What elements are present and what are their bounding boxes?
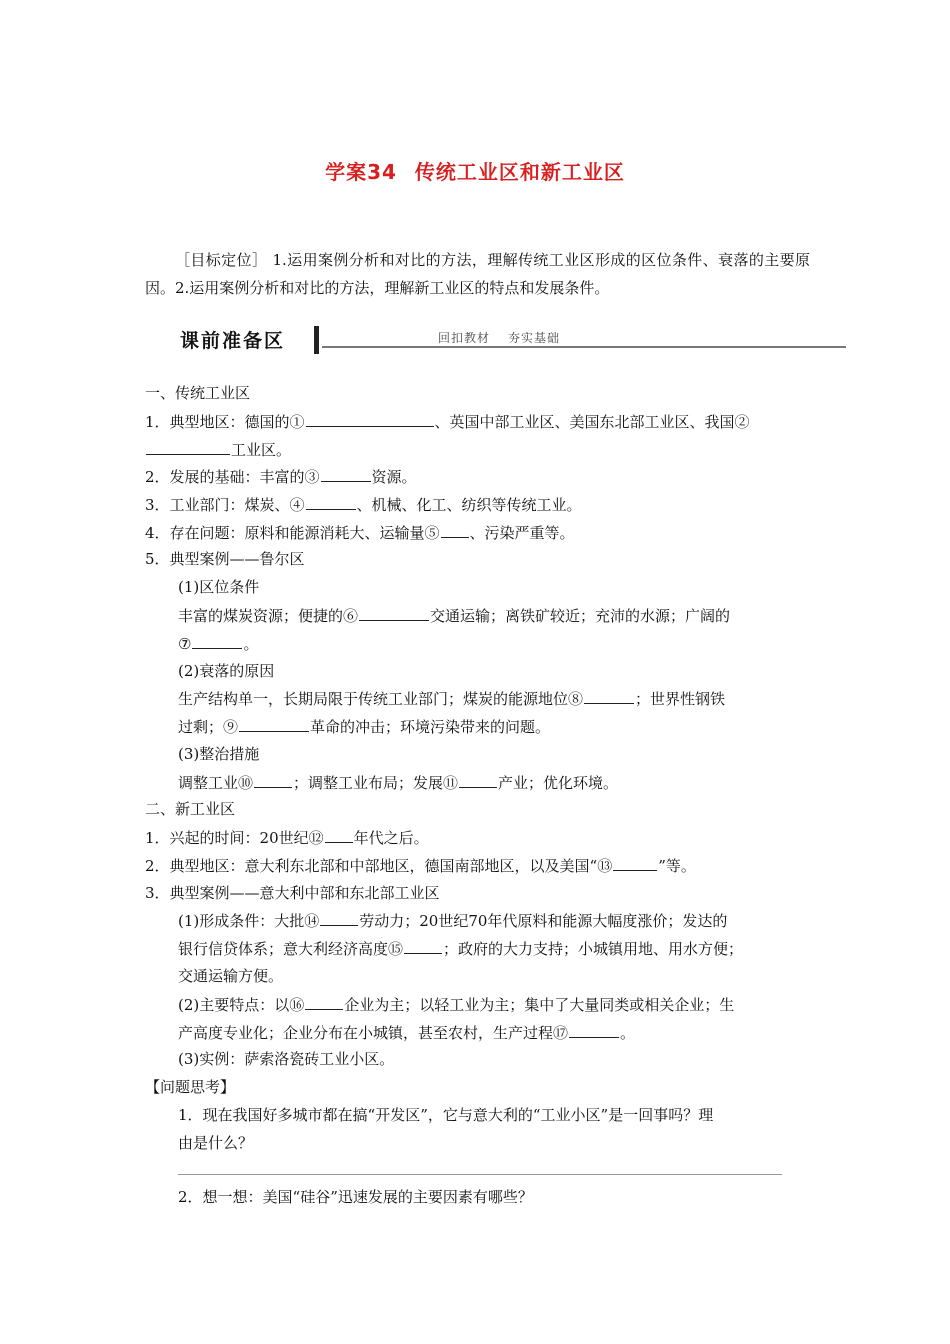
item-4: 4．存在问题：原料和能源消耗大、运输量⑤ 、污染严重等。 <box>145 524 575 542</box>
features-text: (2)主要特点：以⑯ 企业为主；以轻工业为主；集中了大量同类或相关企业；生 <box>178 996 735 1014</box>
banner-subtitle <box>438 329 578 346</box>
new-item-2: 2．典型地区：意大利东北部和中部地区，德国南部地区，以及美国“⑬ ”等。 <box>145 857 696 875</box>
title-main: 传统工业区和新工业区 <box>414 160 625 184</box>
title-prefix: 学案34 <box>325 160 397 184</box>
section-heading-new: 二、新工业区 <box>145 800 236 818</box>
new-item-3: 3．典型案例——意大利中部和东北部工业区 <box>145 884 440 902</box>
item-2: 2．发展的基础：丰富的③ 资源。 <box>145 468 417 486</box>
sub-heading-measures: (3)整治措施 <box>178 745 260 763</box>
banner-bar <box>314 326 319 354</box>
question-1: 1．现在我国好多城市都在搞“开发区”，它与意大利的“工业小区”是一回事吗？理 <box>178 1106 714 1124</box>
decline-text: 生产结构单一，长期局限于传统工业部门；煤炭的能源地位⑧ ；世界性钢铁 <box>178 690 726 708</box>
blank-3[interactable] <box>321 466 371 482</box>
item-5: 5．典型案例——鲁尔区 <box>145 550 305 568</box>
banner-sub2: 夯实基础 <box>508 331 561 345</box>
blank-10[interactable] <box>254 772 292 788</box>
blank-13[interactable] <box>613 855 657 871</box>
blank-9[interactable] <box>239 716 309 732</box>
sub-heading-location: (1)区位条件 <box>178 578 260 596</box>
conditions-text: (1)形成条件：大批⑭ 劳动力；20世纪70年代原料和能源大幅度涨价；发达的 <box>178 912 728 930</box>
blank-4[interactable] <box>306 494 356 510</box>
blank-7[interactable] <box>192 633 242 649</box>
blank-8[interactable] <box>584 688 634 704</box>
blank-17[interactable] <box>569 1022 619 1038</box>
banner-rule <box>322 346 846 348</box>
conditions-text-end: 交通运输方便。 <box>178 967 284 985</box>
blank-14[interactable] <box>320 910 358 926</box>
blank-1[interactable] <box>306 411 434 427</box>
features-text-cont: 产高度专业化；企业分布在小城镇，甚至农村，生产过程⑰ 。 <box>178 1024 636 1042</box>
section-heading-traditional: 一、传统工业区 <box>145 384 251 402</box>
item-1-cont: 工业区。 <box>145 439 291 460</box>
section-banner <box>180 324 846 360</box>
new-item-1: 1．兴起的时间：20世纪⑫ 年代之后。 <box>145 829 429 847</box>
goal-paragraph: ［目标定位］ 1.运用案例分析和对比的方法，理解传统工业区形成的区位条件、衰落的主要原因。2.运用案例分析和对比的方法，理解新工业区的特点和发展条件。 <box>145 251 810 297</box>
blank-5[interactable] <box>441 522 469 538</box>
example-text: (3)实例：萨索洛瓷砖工业小区。 <box>178 1050 395 1068</box>
blank-12[interactable] <box>325 827 353 843</box>
blank-11[interactable] <box>459 772 497 788</box>
location-text: 丰富的煤炭资源；便捷的⑥ 交通运输；离铁矿较近；充沛的水源；广阔的 <box>178 607 731 625</box>
answer-line[interactable] <box>178 1174 782 1175</box>
page-title <box>0 156 950 185</box>
banner-sub1: 回扣教材 <box>438 331 491 345</box>
conditions-text-cont: 银行信贷体系；意大利经济高度⑮ ；政府的大力支持；小城镇用地、用水方便； <box>178 940 744 958</box>
blank-15[interactable] <box>404 938 442 954</box>
decline-text-cont: 过剩；⑨ 革命的冲击；环境污染带来的问题。 <box>178 718 551 736</box>
measures-text: 调整工业⑩ ；调整工业布局；发展⑪ 产业；优化环境。 <box>178 774 619 792</box>
banner-title: 课前准备区 <box>180 330 286 352</box>
blank-2[interactable] <box>146 439 230 455</box>
sub-heading-decline: (2)衰落的原因 <box>178 662 275 680</box>
item-1: 1．典型地区：德国的① 、英国中部工业区、美国东北部工业区、我国② <box>145 413 750 431</box>
item-3: 3．工业部门：煤炭、④ 、机械、化工、纺织等传统工业。 <box>145 496 582 514</box>
location-text-cont: ⑦ 。 <box>178 635 259 653</box>
thinking-heading: 【问题思考】 <box>145 1078 236 1096</box>
blank-16[interactable] <box>305 994 343 1010</box>
question-2: 2．想一想：美国“硅谷”迅速发展的主要因素有哪些？ <box>178 1188 533 1206</box>
question-1-cont: 由是什么？ <box>178 1134 254 1152</box>
blank-6[interactable] <box>359 605 429 621</box>
